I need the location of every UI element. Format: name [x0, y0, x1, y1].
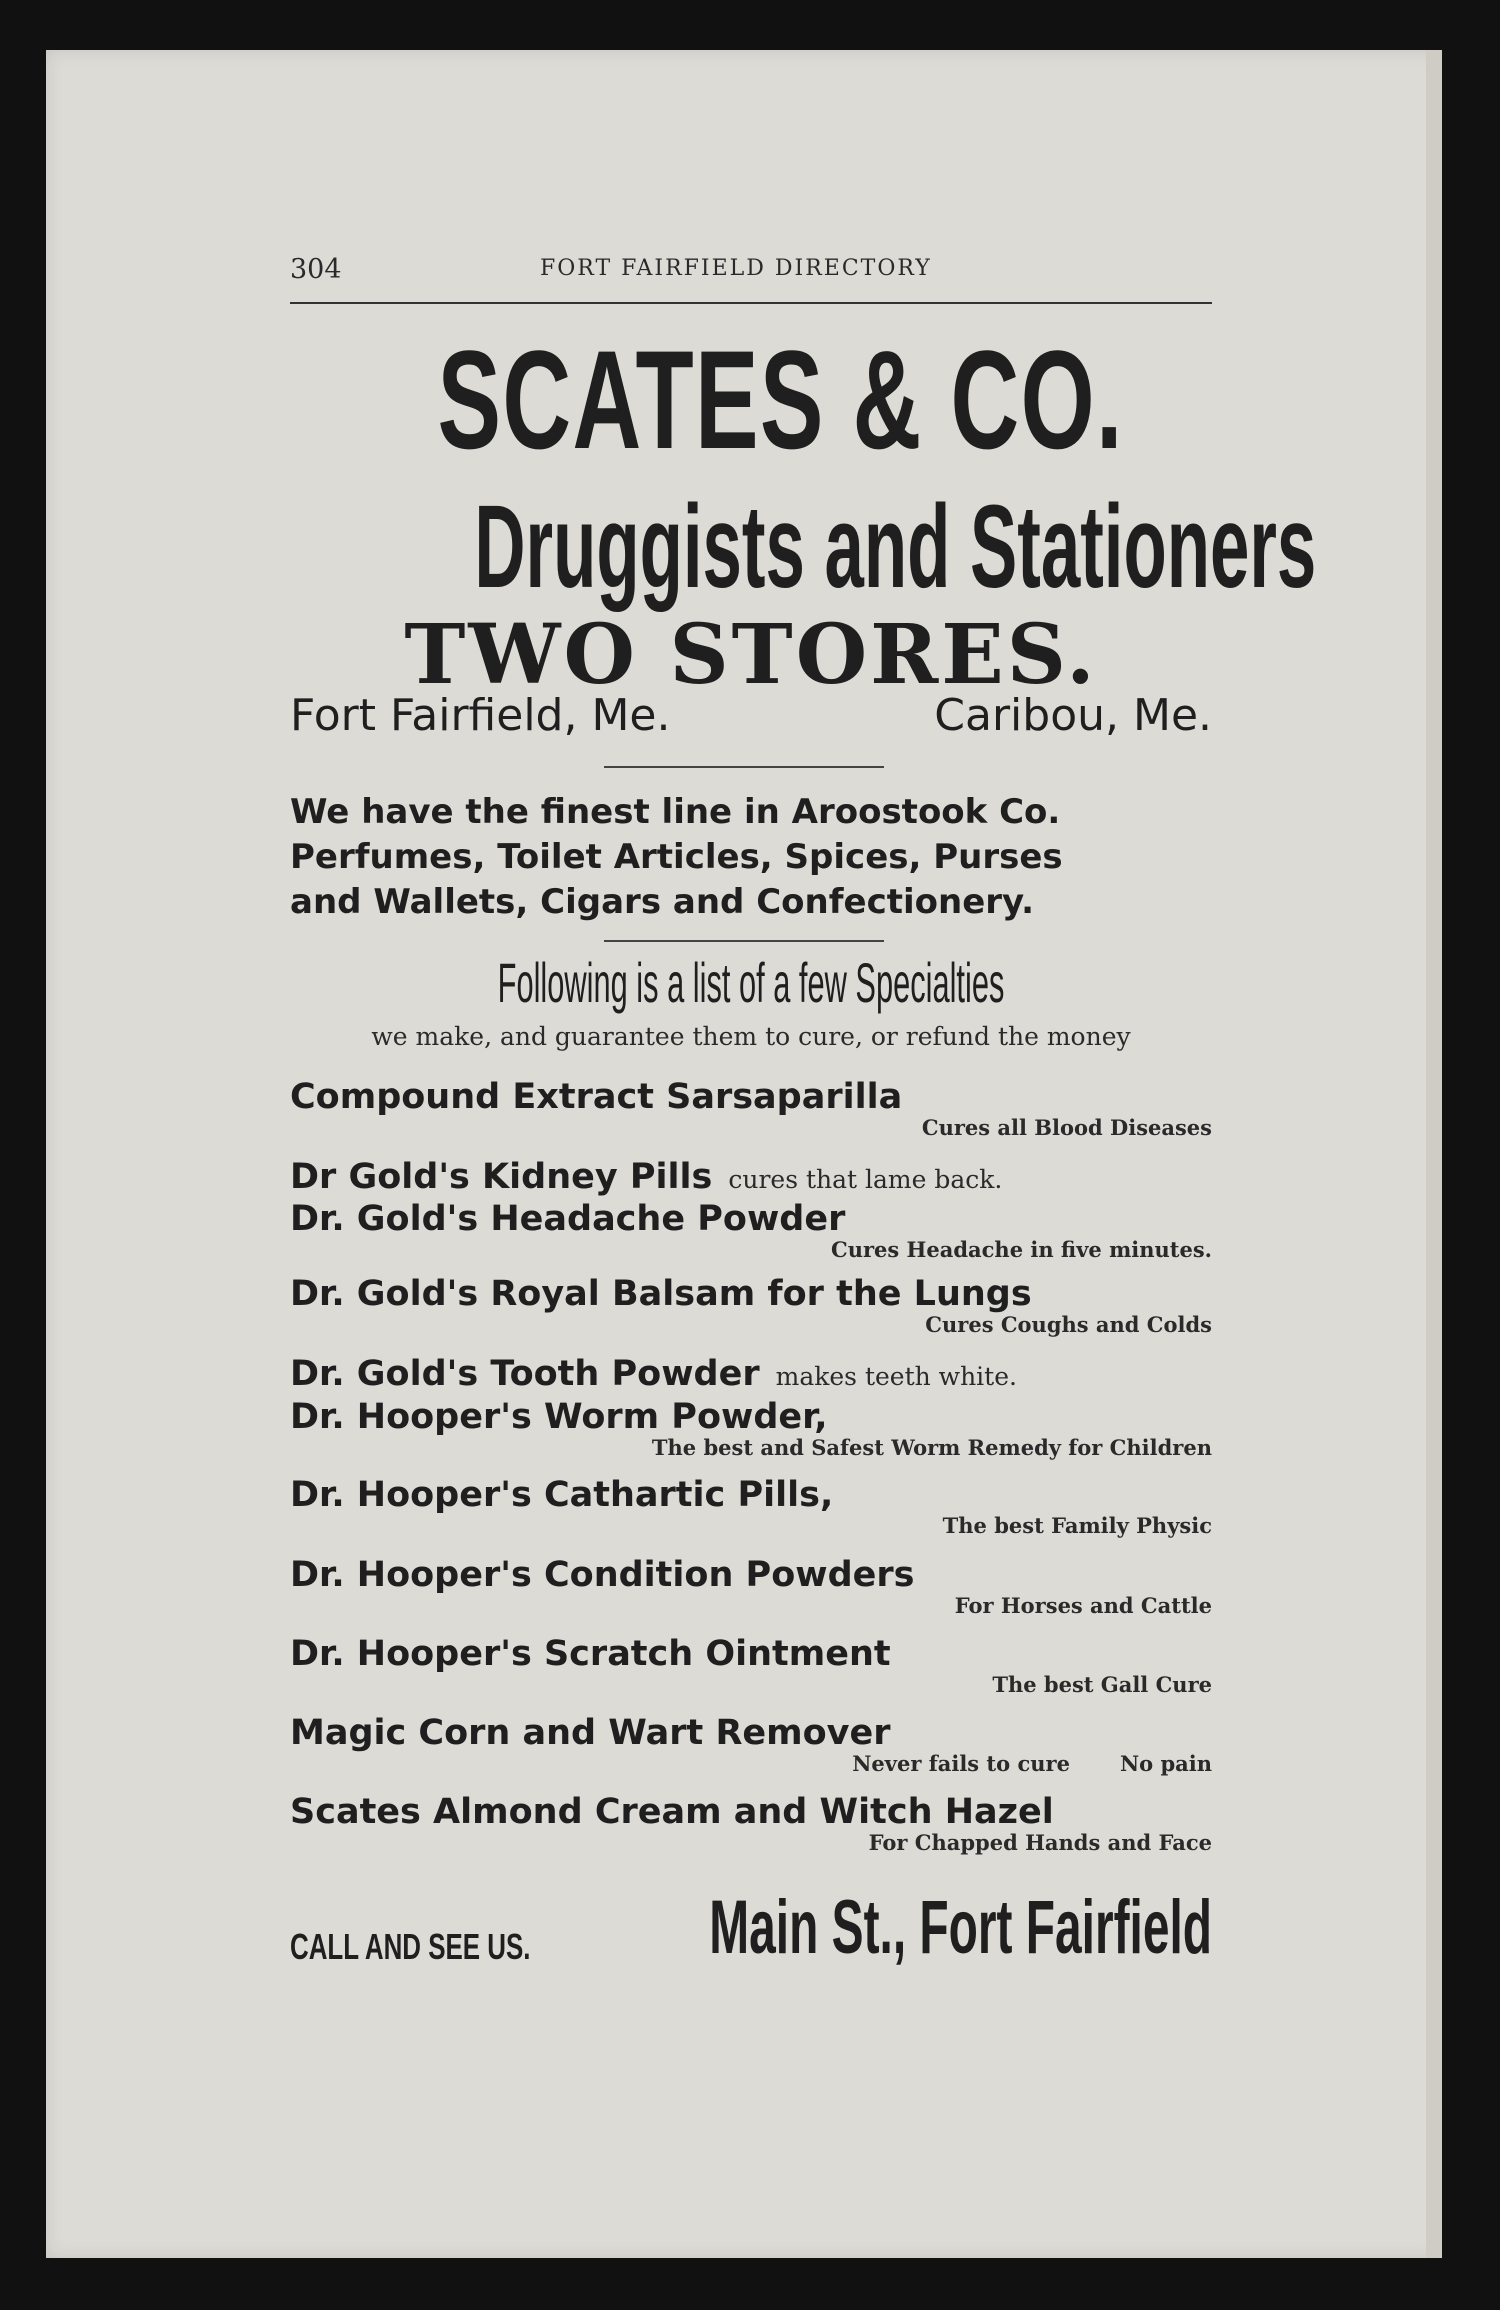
product-claim: Cures Coughs and Colds	[925, 1312, 1212, 1337]
specialties-subheading: we make, and guarantee them to cure, or refund the money	[371, 1022, 1131, 1051]
product-name: Dr. Hooper's Cathartic Pills,	[290, 1475, 834, 1515]
specialties-heading: Following is a list of a few Specialties	[497, 951, 1005, 1014]
product-item	[290, 1792, 1212, 1855]
product-item	[290, 1077, 1212, 1140]
product-name: Dr Gold's Kidney Pills	[290, 1157, 713, 1197]
advertisement	[290, 250, 1317, 1970]
product-claim: makes teeth white.	[775, 1362, 1017, 1391]
product-item	[290, 1634, 1212, 1697]
product-claim: Never fails to cure	[852, 1751, 1070, 1776]
product-claim: For Chapped Hands and Face	[868, 1830, 1212, 1855]
header-rule	[290, 302, 1212, 304]
product-item	[290, 1555, 1212, 1618]
product-item	[290, 1397, 1212, 1460]
product-name: Dr. Hooper's Scratch Ointment	[290, 1634, 891, 1674]
product-item	[290, 1354, 1212, 1394]
location-caribou: Caribou, Me.	[934, 690, 1212, 741]
product-claim: The best Gall Cure	[992, 1672, 1212, 1697]
ad-footer	[290, 1885, 1212, 1980]
business-type: Druggists and Stationers	[474, 481, 1317, 613]
page-header	[290, 250, 1212, 288]
divider	[604, 766, 884, 768]
product-item	[290, 1157, 1212, 1197]
page-edge	[1426, 50, 1442, 2258]
divider	[604, 940, 884, 942]
product-name: Magic Corn and Wart Remover	[290, 1713, 891, 1753]
product-name: Dr. Gold's Tooth Powder	[290, 1354, 760, 1394]
product-claim: For Horses and Cattle	[954, 1593, 1212, 1618]
store-address: Main St., Fort Fairfield	[709, 1885, 1212, 1970]
stores-heading: TWO STORES.	[404, 607, 1098, 703]
product-name: Scates Almond Cream and Witch Hazel	[290, 1792, 1054, 1832]
page-number: 304	[290, 254, 342, 285]
running-title: FORT FAIRFIELD DIRECTORY	[540, 256, 932, 281]
product-claim: cures that lame back.	[728, 1165, 1003, 1194]
product-item	[290, 1199, 1212, 1262]
company-name: SCATES & CO.	[437, 321, 1124, 478]
product-name: Compound Extract Sarsaparilla	[290, 1077, 903, 1117]
location-fort-fairfield: Fort Fairfield, Me.	[290, 690, 671, 741]
product-name: Dr. Gold's Royal Balsam for the Lungs	[290, 1274, 1032, 1314]
product-claim: The best Family Physic	[942, 1513, 1212, 1538]
call-to-action: CALL AND SEE US.	[290, 1926, 531, 1967]
product-claim: The best and Safest Worm Remedy for Children	[651, 1435, 1212, 1460]
product-claim: Cures all Blood Diseases	[921, 1115, 1212, 1140]
product-item	[290, 1475, 1212, 1538]
product-item	[290, 1713, 1212, 1776]
product-name: Dr. Hooper's Condition Powders	[290, 1555, 915, 1595]
intro-line: Perfumes, Toilet Articles, Spices, Purses	[290, 837, 1063, 877]
product-claim: Cures Headache in five minutes.	[831, 1237, 1212, 1262]
product-claim: No pain	[1119, 1751, 1212, 1776]
intro-line: and Wallets, Cigars and Confectionery.	[290, 882, 1034, 922]
product-name: Dr. Gold's Headache Powder	[290, 1199, 846, 1239]
product-name: Dr. Hooper's Worm Powder,	[290, 1397, 828, 1437]
product-item	[290, 1274, 1212, 1337]
intro-text	[290, 790, 1212, 925]
intro-line: We have the finest line in Aroostook Co.	[290, 792, 1061, 832]
